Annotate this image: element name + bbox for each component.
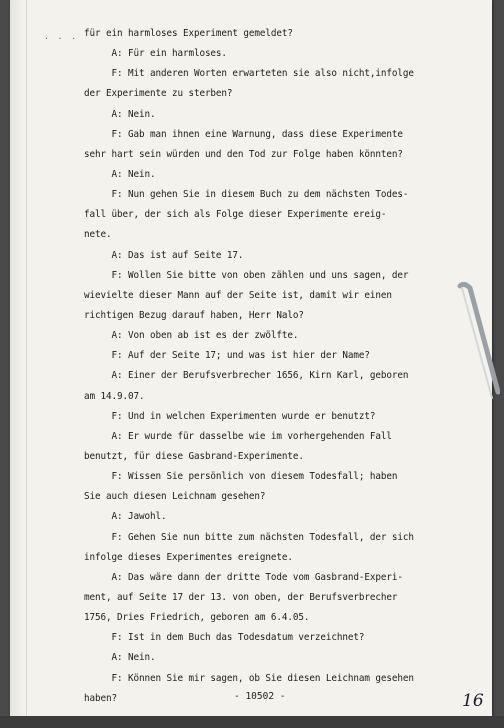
transcript-line: am 14.9.07. [84, 390, 145, 402]
transcript-line: 1756, Dries Friedrich, geboren am 6.4.05. [84, 612, 310, 624]
transcript-line: F: Mit anderen Worten erwarteten sie also nicht,infolge [84, 68, 414, 80]
transcript-line: A: Nein. [84, 652, 156, 664]
transcript-line: A: Das ist auf Seite 17. [84, 249, 244, 261]
transcript-line: Sie auch diesen Leichnam gesehen? [84, 491, 266, 503]
transcript-line: F: Gab man ihnen eine Warnung, dass diese Experimente [84, 128, 403, 140]
document-page [10, 0, 492, 716]
transcript-line: A: Er wurde für dasselbe wie im vorhergehenden Fall [84, 430, 392, 442]
transcript-line: A: Von oben ab ist es der zwölfte. [84, 330, 299, 342]
transcript-line: A: Jawohl. [84, 511, 167, 523]
transcript-line: A: Nein. [84, 168, 156, 180]
transcript-line: fall über, der sich als Folge dieser Experimente ereig- [84, 209, 387, 221]
transcript-line: F: Und in welchen Experimenten wurde er benutzt? [84, 410, 376, 422]
transcript-line: nete. [84, 229, 112, 241]
page-footer: - 10502 - [234, 691, 286, 702]
transcript-line: A: Das wäre dann der dritte Tode vom Gasbrand-Experi- [84, 571, 403, 583]
transcript-line: F: Auf der Seite 17; und was ist hier der Name? [84, 350, 370, 362]
transcript-line: richtigen Bezug darauf haben, Herr Nalo? [84, 309, 304, 321]
transcript-line: F: Nun gehen Sie in diesem Buch zu dem nächsten Todes- [84, 189, 409, 201]
punch-mark: · · · [44, 34, 79, 43]
transcript-line: wievielte dieser Mann auf der Seite ist, damit wir einen [84, 289, 392, 301]
transcript-line: F: Wollen Sie bitte von oben zählen und uns sagen, der [84, 269, 409, 281]
transcript-line: sehr hart sein würden und den Tod zur Folge haben könnten? [84, 148, 403, 160]
scan-bottom-strip [0, 716, 504, 728]
transcript-line: F: Wissen Sie persönlich von diesem Todesfall; haben [84, 471, 398, 483]
page-edge [10, 0, 27, 716]
transcript-line: F: Gehen Sie nun bitte zum nächsten Todesfall, der sich [84, 531, 414, 543]
paper-clip-icon [456, 282, 500, 402]
transcript-line: A: Einer der Berufsverbrecher 1656, Kirn Karl, geboren [84, 370, 409, 382]
handwritten-page-number: 16 [462, 691, 484, 711]
transcript-line: A: Nein. [84, 108, 156, 120]
transcript-line: ment, auf Seite 17 der 13. von oben, der Berufsverbrecher [84, 591, 398, 603]
transcript-line: der Experimente zu sterben? [84, 88, 233, 100]
transcript-line: F: Ist in dem Buch das Todesdatum verzeichnet? [84, 632, 365, 644]
transcript-line: benutzt, für diese Gasbrand-Experimente. [84, 450, 304, 462]
transcript-line: haben? [84, 692, 117, 704]
transcript-line: A: Für ein harmloses. [84, 48, 227, 60]
transcript-line: für ein harmloses Experiment gemeldet? [84, 28, 293, 39]
transcript-line: F: Können Sie mir sagen, ob Sie diesen Leichnam gesehen [84, 672, 414, 684]
transcript-body [84, 24, 439, 709]
transcript-line: infolge dieses Experimentes ereignete. [84, 551, 293, 563]
